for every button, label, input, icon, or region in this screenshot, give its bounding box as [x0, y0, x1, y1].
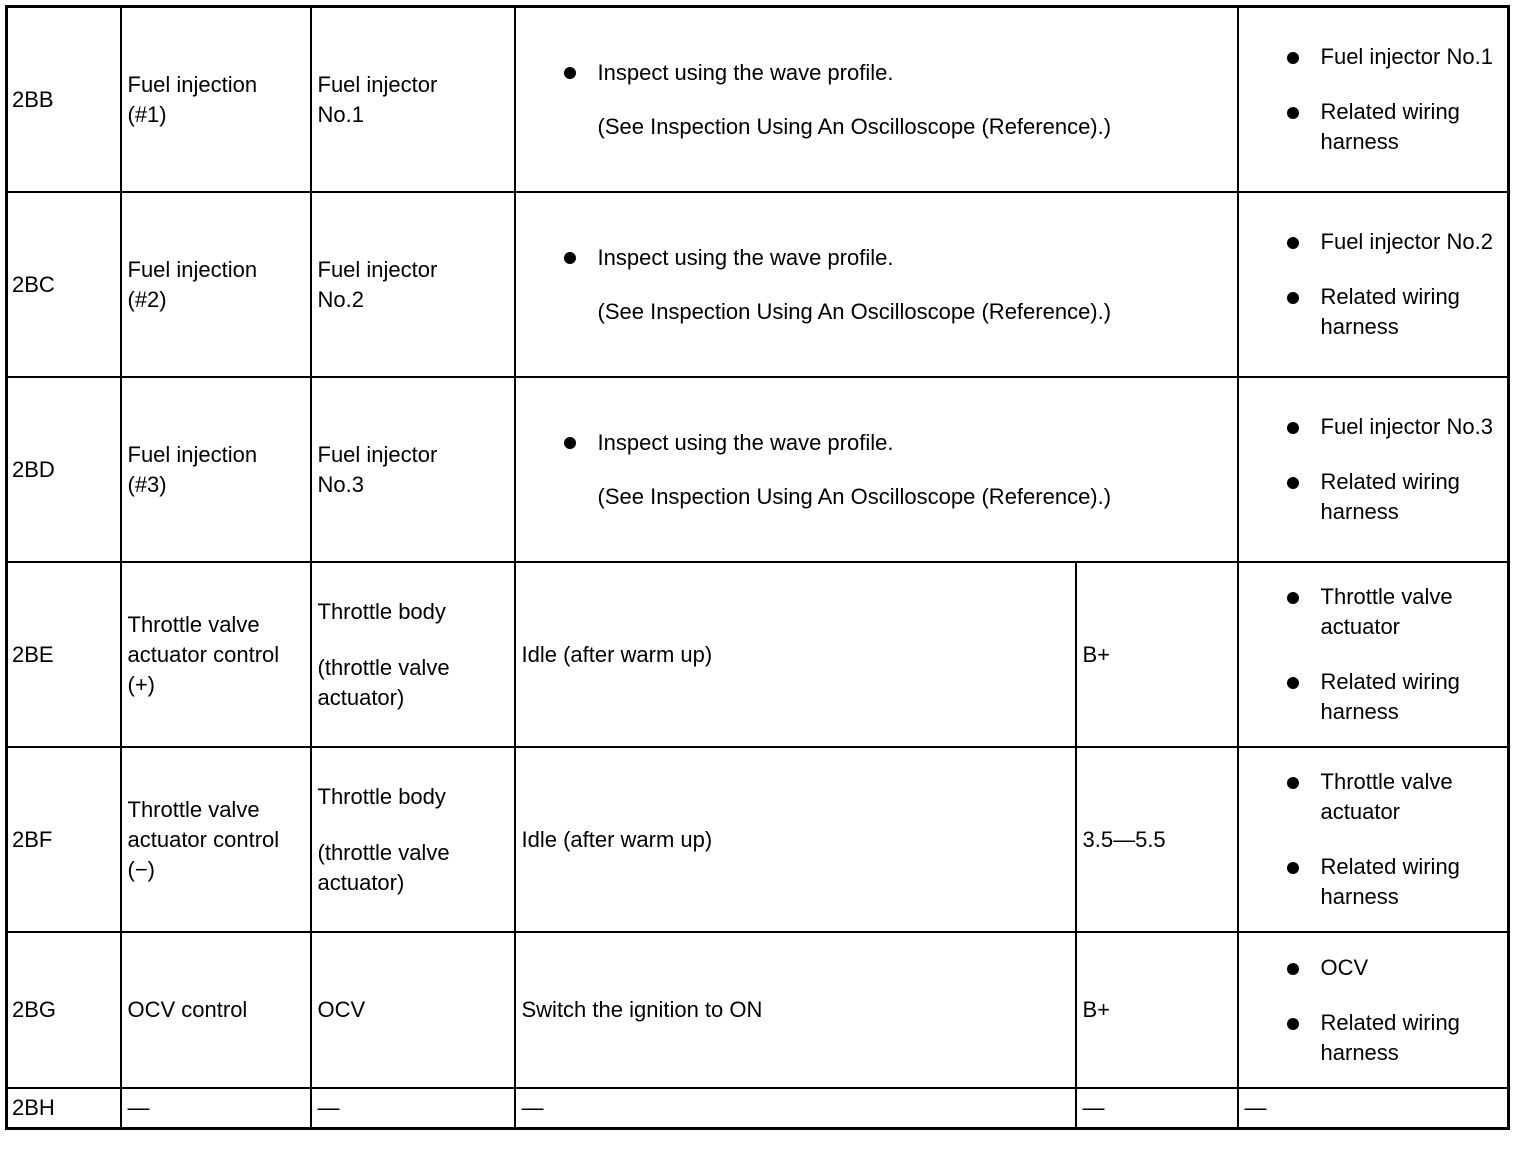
action-cell: —: [1238, 1088, 1509, 1129]
action-item: Related wiring harness: [1287, 97, 1502, 157]
table-row: [7, 932, 1509, 1088]
connected-to-cell: Fuel injector No.3: [311, 377, 515, 562]
action-item: Throttle valve actuator: [1287, 767, 1502, 827]
action-item: Fuel injector No.2: [1287, 227, 1502, 257]
signal-name-cell: Throttle valve actuator control (−): [121, 747, 311, 932]
connected-to-cell: OCV: [311, 932, 515, 1088]
terminal-cell: 2BH: [7, 1088, 121, 1129]
connected-to-cell: Fuel injector No.1: [311, 7, 515, 193]
test-condition-cell: [515, 192, 1238, 377]
action-item: OCV: [1287, 953, 1502, 983]
action-item: Related wiring harness: [1287, 1008, 1502, 1068]
table-row: [7, 1088, 1509, 1129]
voltage-cell: 3.5—5.5: [1076, 747, 1238, 932]
voltage-cell: B+: [1076, 932, 1238, 1088]
action-item: Related wiring harness: [1287, 467, 1502, 527]
signal-name-cell: Fuel injection (#1): [121, 7, 311, 193]
terminal-cell: 2BB: [7, 7, 121, 193]
test-condition-cell: —: [515, 1088, 1076, 1129]
condition-bullet: Inspect using the wave profile.: [564, 58, 1231, 88]
signal-name-cell: —: [121, 1088, 311, 1129]
terminal-cell: 2BF: [7, 747, 121, 932]
terminal-cell: 2BD: [7, 377, 121, 562]
connected-to-cell: Throttle body (throttle valve actuator): [311, 562, 515, 747]
table-row: [7, 192, 1509, 377]
action-item: Throttle valve actuator: [1287, 582, 1502, 642]
table-row: [7, 562, 1509, 747]
table-row: [7, 377, 1509, 562]
signal-name-cell: Throttle valve actuator control (+): [121, 562, 311, 747]
action-item: Related wiring harness: [1287, 852, 1502, 912]
action-cell: [1238, 932, 1509, 1088]
connected-to-cell: Fuel injector No.2: [311, 192, 515, 377]
action-cell: [1238, 192, 1509, 377]
oscilloscope-reference: (See Inspection Using An Oscilloscope (Reference).): [597, 113, 1112, 139]
connected-to-cell: Throttle body (throttle valve actuator): [311, 747, 515, 932]
test-condition-cell: [515, 7, 1238, 193]
test-condition-cell: Idle (after warm up): [515, 562, 1076, 747]
action-cell: [1238, 7, 1509, 193]
signal-name-cell: Fuel injection (#2): [121, 192, 311, 377]
test-condition-cell: [515, 377, 1238, 562]
terminal-voltage-table: [5, 5, 1510, 1130]
connected-to-cell: —: [311, 1088, 515, 1129]
condition-bullet: Inspect using the wave profile.: [564, 243, 1231, 273]
signal-name-cell: OCV control: [121, 932, 311, 1088]
action-item: Related wiring harness: [1287, 282, 1502, 342]
table-row: [7, 7, 1509, 193]
voltage-cell: B+: [1076, 562, 1238, 747]
oscilloscope-reference: (See Inspection Using An Oscilloscope (Reference).): [597, 483, 1112, 509]
test-condition-cell: Switch the ignition to ON: [515, 932, 1076, 1088]
condition-bullet: Inspect using the wave profile.: [564, 428, 1231, 458]
action-item: Fuel injector No.3: [1287, 412, 1502, 442]
table-row: [7, 747, 1509, 932]
action-item: Fuel injector No.1: [1287, 42, 1502, 72]
action-cell: [1238, 747, 1509, 932]
action-item: Related wiring harness: [1287, 667, 1502, 727]
voltage-cell: —: [1076, 1088, 1238, 1129]
terminal-cell: 2BE: [7, 562, 121, 747]
terminal-cell: 2BC: [7, 192, 121, 377]
terminal-cell: 2BG: [7, 932, 121, 1088]
signal-name-cell: Fuel injection (#3): [121, 377, 311, 562]
action-cell: [1238, 377, 1509, 562]
oscilloscope-reference: (See Inspection Using An Oscilloscope (Reference).): [597, 298, 1112, 324]
test-condition-cell: Idle (after warm up): [515, 747, 1076, 932]
action-cell: [1238, 562, 1509, 747]
